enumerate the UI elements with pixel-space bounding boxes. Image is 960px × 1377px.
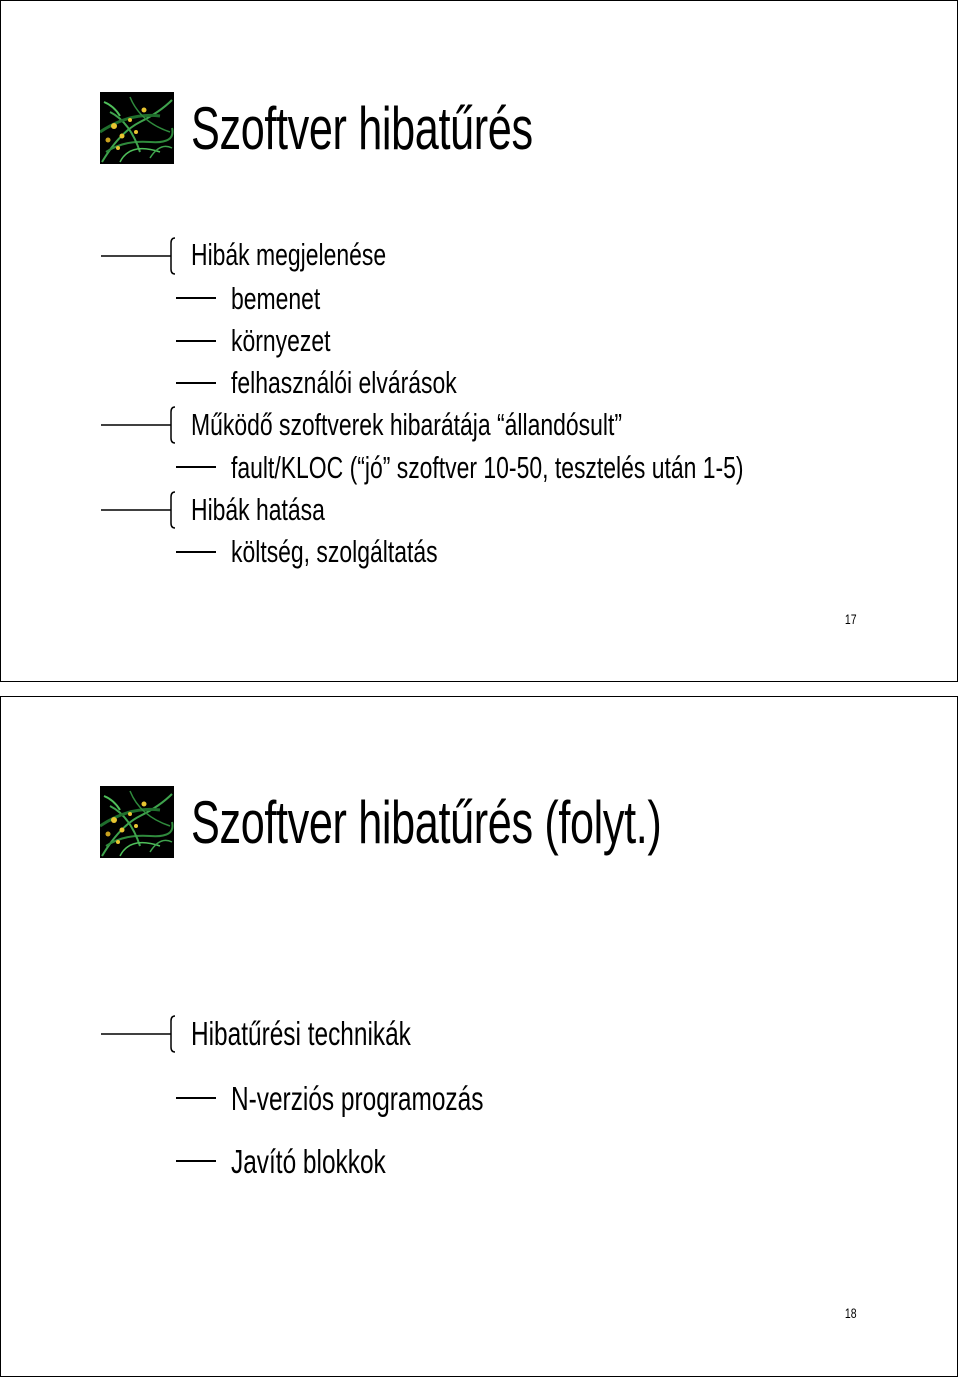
slide-title: Szoftver hibatűrés: [191, 95, 533, 162]
bullet-level1: [191, 494, 372, 525]
bullet-text: Hibatűrési technikák: [191, 1015, 411, 1052]
page-number: 17: [845, 611, 857, 627]
bullet-level2: [231, 452, 924, 483]
bracket-line-icon: [101, 491, 176, 529]
bullet-text: felhasználói elvárások: [231, 365, 457, 400]
bullet-text: Javító blokkok: [231, 1143, 386, 1180]
bullet-level2: [231, 283, 352, 314]
dash-line-icon: [176, 551, 216, 553]
bullet-level2: [231, 536, 510, 567]
bracket-line-icon: [101, 406, 176, 444]
bullet-text: költség, szolgáltatás: [231, 534, 438, 569]
plant-foliage-icon: [100, 786, 174, 858]
dash-line-icon: [176, 1160, 216, 1162]
dash-line-icon: [176, 382, 216, 384]
slide-18: [0, 696, 958, 1377]
dash-line-icon: [176, 340, 216, 342]
dash-line-icon: [176, 297, 216, 299]
slide-title: Szoftver hibatűrés (folyt.): [191, 789, 662, 856]
bullet-level2: [231, 1145, 440, 1178]
bracket-line-icon: [101, 1015, 176, 1053]
page-number: 18: [845, 1305, 857, 1321]
bullet-text: bemenet: [231, 281, 321, 316]
bullet-level1: [191, 1017, 488, 1050]
bracket-line-icon: [101, 237, 176, 275]
bullet-text: Működő szoftverek hibarátája “állandósult”: [191, 407, 622, 442]
dash-line-icon: [176, 1097, 216, 1099]
bullet-text: Hibák megjelenése: [191, 237, 387, 272]
bullet-level1: [191, 239, 455, 270]
bullet-level1: [191, 409, 773, 440]
slide-17: [0, 0, 958, 682]
bullet-level2: [231, 367, 536, 398]
bullet-level2: [231, 1082, 572, 1115]
plant-foliage-icon: [100, 92, 174, 164]
bullet-text: Hibák hatása: [191, 492, 325, 527]
bullet-level2: [231, 325, 365, 356]
bullet-text: N-verziós programozás: [231, 1080, 484, 1117]
dash-line-icon: [176, 466, 216, 468]
bullet-text: környezet: [231, 323, 331, 358]
bullet-text: fault/KLOC (“jó” szoftver 10-50, tesztelés után 1-5): [231, 450, 744, 485]
